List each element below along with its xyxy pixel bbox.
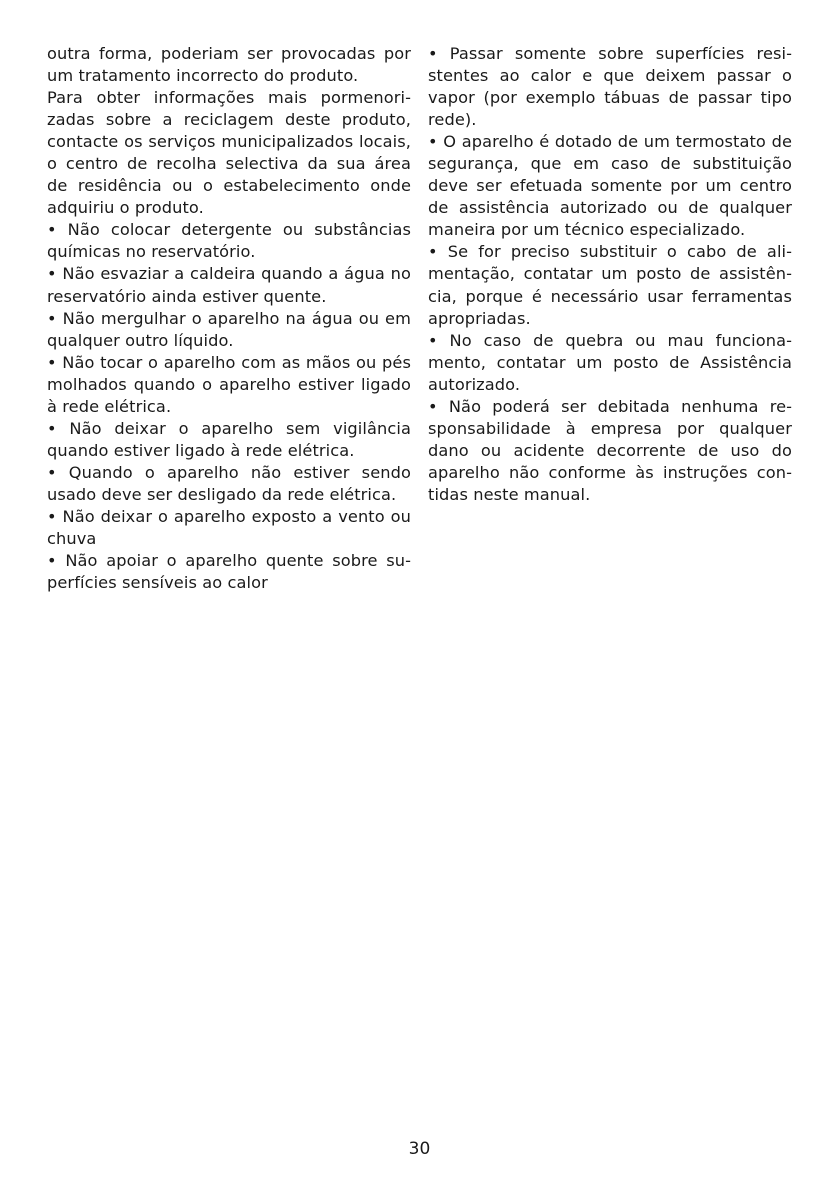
left-text-column <box>47 43 411 594</box>
bullet-malfunction-service: • No caso de quebra ou mau funcionamento, contatar um posto de Assistência autorizado. <box>428 330 792 394</box>
bullet-no-unattended: • Não deixar o aparelho sem vigilância quando estiver ligado à rede elétrica. <box>47 418 411 460</box>
paragraph-disposal-end: outra forma, poderiam ser provocadas por um tratamento incorrecto do produto. <box>47 44 411 86</box>
bullet-liability-disclaimer: • Não poderá ser debitada nenhuma responsabilidade à empresa por qualquer dano ou acidente decorrente de uso do aparelho não conforme às instruções contidas neste manual. <box>428 396 792 504</box>
bullet-no-empty-boiler: • Não esvaziar a caldeira quando a água no reservatório ainda estiver quente. <box>47 264 411 306</box>
bullet-no-hot-on-sensitive: • Não apoiar o aparelho quente sobre superfícies sensíveis ao calor <box>47 551 411 593</box>
page-number: 30 <box>408 1139 431 1159</box>
bullet-heat-resistant-surfaces: • Passar somente sobre superfícies resistentes ao calor e que deixem passar o vapor (por exemplo tábuas de passar tipo rede). <box>428 44 792 130</box>
right-text-column <box>428 43 792 506</box>
bullet-no-immerse: • Não mergulhar o aparelho na água ou em qualquer outro líquido. <box>47 308 411 350</box>
bullet-safety-thermostat: • O aparelho é dotado de um termostato de segurança, que em caso de substituição deve ser efetuada somente por um centro de assistência autorizado ou de qualquer maneira por um técnico especializado. <box>428 132 792 240</box>
bullet-no-weather-exposure: • Não deixar o aparelho exposto a vento ou chuva <box>47 506 411 549</box>
bullet-no-detergent: • Não colocar detergente ou substâncias químicas no reservatório. <box>47 220 411 262</box>
bullet-replace-cable: • Se for preciso substituir o cabo de alimentação, contatar um posto de assistência, porque é necessário usar ferramentas apropriadas. <box>428 242 792 328</box>
paragraph-recycling-info: Para obter informações mais pormenorizadas sobre a reciclagem deste produto, contacte os serviços municipalizados locais, o centro de recolha selectiva da sua área de residência ou o estabelecimento onde adquiriu o produto. <box>47 88 411 218</box>
bullet-unplug-when-unused: • Quando o aparelho não estiver sendo usado deve ser desligado da rede elétrica. <box>47 462 411 504</box>
bullet-no-wet-hands: • Não tocar o aparelho com as mãos ou pés molhados quando o aparelho estiver ligado à rede elétrica. <box>47 352 411 416</box>
